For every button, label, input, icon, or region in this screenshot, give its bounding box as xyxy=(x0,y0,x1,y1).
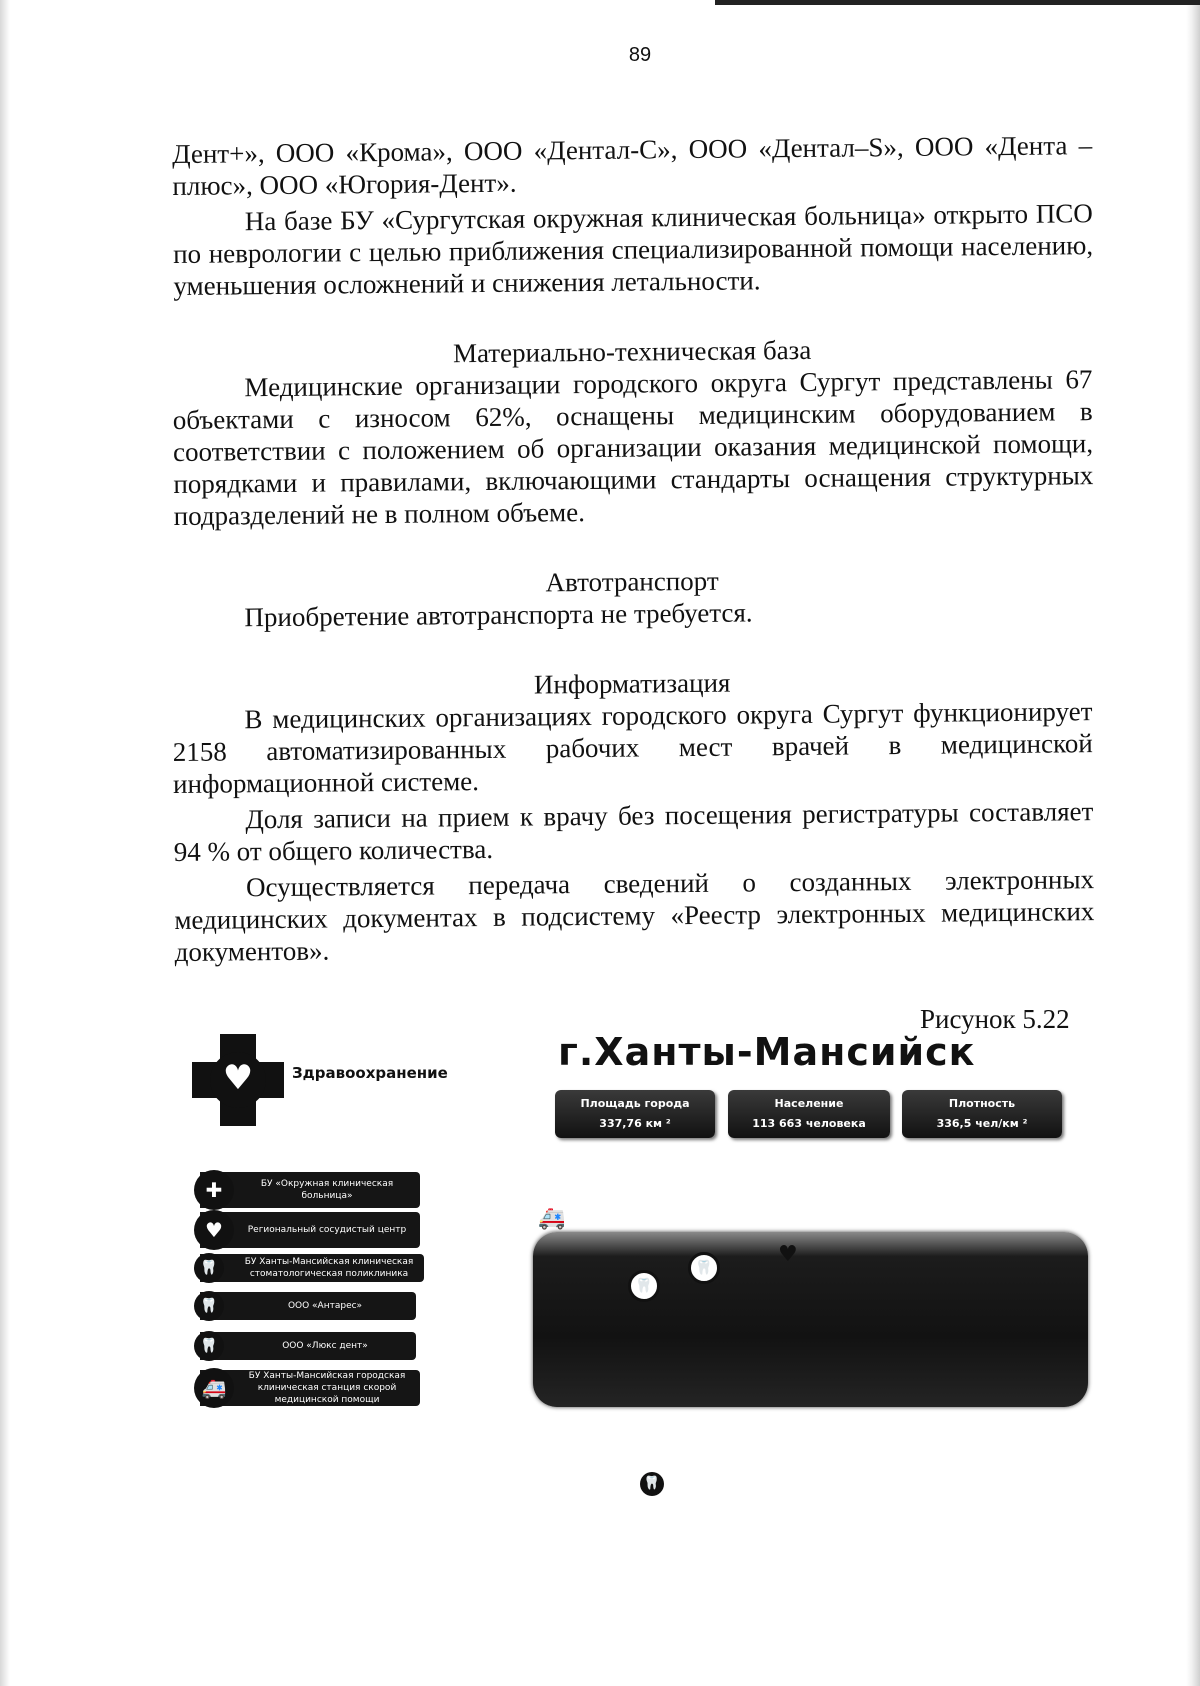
heart-icon: ♥ xyxy=(194,1210,234,1250)
heading-transport: Автотранспорт xyxy=(545,565,719,598)
paragraph-dent-list: Дент+», ООО «Крома», ООО «Дентал-С», ООО «Дентал–S», ООО «Дента –плюс», ООО «Югория-Дент». xyxy=(172,130,1093,201)
org-item xyxy=(200,1292,416,1320)
ambulance-icon: 🚑 xyxy=(194,1368,234,1408)
stat-value: 336,5 чел/км ² xyxy=(936,1117,1028,1130)
org-item xyxy=(200,1254,424,1282)
paragraph-arm: В медицинских организациях городского округа Сургут функционирует 2158 автоматизированных рабочих мест врачей в медицинской информационной системе. xyxy=(172,696,1093,799)
figure-caption: Рисунок 5.22 xyxy=(920,1004,1070,1034)
tooth-icon: 🦷 xyxy=(194,1291,224,1321)
paragraph-material: Медицинские организации городского округа Сургут представлены 67 объектами с износом 62%, оснащены медицинским оборудованием в соответствии с положением об организации оказания медицинской помощи, порядками и правилами, включающими стандарты оснащения структурных подразделений не в полном объеме. xyxy=(172,364,1094,531)
scan-top-bar xyxy=(715,0,1200,5)
org-name: Региональный сосудистый центр xyxy=(247,1225,407,1235)
tooth-icon: 🦷 xyxy=(194,1253,224,1283)
tooth-icon: 🦷 xyxy=(688,1252,720,1284)
tooth-icon: 🦷 xyxy=(194,1331,224,1361)
org-item xyxy=(200,1212,420,1248)
paragraph-transport: Приобретение автотранспорта не требуется. xyxy=(244,597,753,633)
paragraph-pso: На базе БУ «Сургутская окружная клиническая больница» открыто ПСО по неврологии с целью приближения специализированной помощи населению, уменьшения осложнений и снижения летальности. xyxy=(172,198,1094,301)
org-name: ООО «Люкс дент» xyxy=(282,1341,368,1351)
paragraph-emd-registry: Осуществляется передача сведений о созданных электронных медицинских документах в подсистему «Реестр электронных медицинских документов». xyxy=(174,864,1095,967)
text-top xyxy=(172,129,1094,302)
brand-label: Здравоохранение xyxy=(292,1064,448,1082)
org-item xyxy=(200,1370,420,1406)
section-material xyxy=(172,331,1094,532)
stat-label: Население xyxy=(774,1097,844,1110)
section-it xyxy=(172,663,1095,968)
tooth-icon: 🦷 xyxy=(628,1270,660,1302)
heading-material: Материально-техническая база xyxy=(452,334,812,369)
heading-it: Информатизация xyxy=(533,667,731,700)
org-name: БУ Ханты-Мансийская клиническая стоматологическая поликлиника xyxy=(244,1257,414,1279)
stat-label: Плотность xyxy=(948,1097,1016,1110)
org-item xyxy=(200,1332,416,1360)
section-transport xyxy=(172,561,1093,634)
ambulance-icon: 🚑 xyxy=(538,1206,566,1231)
scan-edge-left xyxy=(0,0,10,1686)
page-number: 89 xyxy=(628,44,652,66)
tooth-icon: 🦷 xyxy=(640,1472,664,1496)
stat-label: Площадь города xyxy=(580,1097,690,1110)
medical-cross-logo xyxy=(192,1034,284,1126)
org-name: ООО «Антарес» xyxy=(287,1301,363,1311)
stat-area xyxy=(555,1090,715,1138)
heart-icon: ♥ xyxy=(222,1058,254,1098)
stat-population xyxy=(728,1090,890,1138)
scan-edge-right xyxy=(1186,0,1200,1686)
hospital-icon: ✚ xyxy=(194,1170,234,1210)
healthcare-infographic xyxy=(170,1030,1090,1500)
map-band xyxy=(533,1232,1088,1407)
paragraph-online-booking: Доля записи на прием к врачу без посещения регистратуры составляет 94 % от общего количества. xyxy=(173,796,1094,867)
org-name: БУ Ханты-Мансийская городская клиническая станция скорой медицинской помощи xyxy=(248,1371,406,1405)
org-name: БУ «Окружная клиническая больница» xyxy=(260,1179,394,1201)
city-title: г.Ханты-Мансийск xyxy=(558,1030,976,1074)
stat-value: 113 663 человека xyxy=(752,1117,866,1130)
stat-density xyxy=(902,1090,1062,1138)
org-item xyxy=(200,1172,420,1208)
stat-value: 337,76 км ² xyxy=(599,1117,671,1130)
heart-icon: ♥ xyxy=(778,1242,798,1267)
